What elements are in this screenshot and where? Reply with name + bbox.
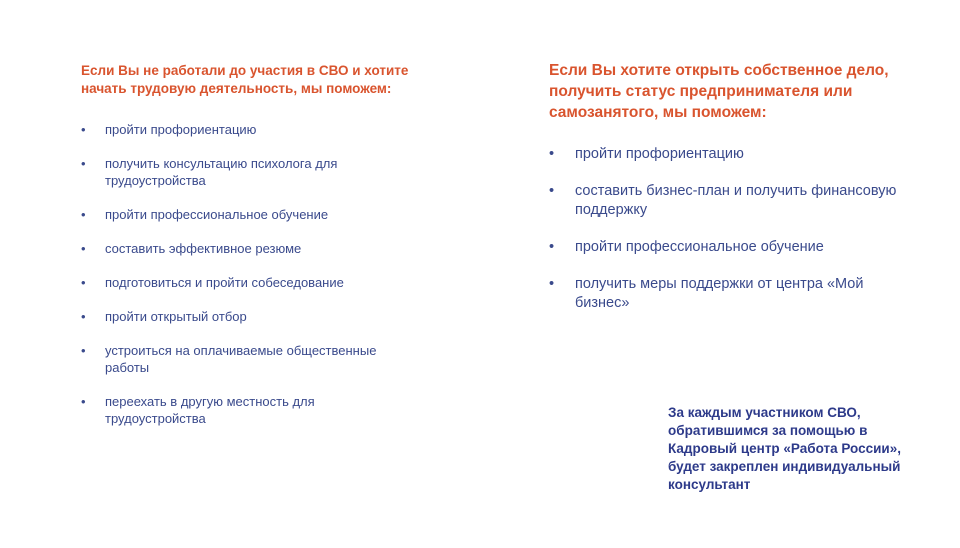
list-item (549, 182, 919, 220)
list-item (549, 145, 919, 164)
list-item (81, 206, 411, 223)
list-item-text: пройти открытый отбор (105, 309, 247, 324)
list-item (81, 393, 411, 427)
left-list (81, 121, 411, 427)
list-item-text: пройти профессиональное обучение (105, 207, 329, 222)
list-item-text: пройти профориентацию (105, 122, 257, 137)
bullet-icon: • (81, 156, 86, 171)
list-item (81, 155, 411, 189)
bullet-icon: • (81, 241, 86, 256)
right-heading: Если Вы хотите открыть собственное дело, получить статус предпринимателя или самозанятого, мы поможем: (549, 62, 889, 121)
list-item (81, 342, 411, 376)
left-heading: Если Вы не работали до участия в СВО и хотите начать трудовую деятельность, мы поможем: (81, 63, 409, 96)
list-item-text: устроиться на оплачиваемые общественные работы (105, 343, 377, 375)
bullet-icon: • (81, 275, 86, 290)
list-item-text: составить бизнес-план и получить финансовую поддержку (575, 183, 897, 218)
right-list (549, 145, 919, 313)
right-column (549, 60, 919, 331)
list-item-text: пройти профессиональное обучение (575, 239, 824, 255)
bullet-icon: • (81, 122, 86, 137)
bullet-icon: • (81, 394, 86, 409)
bullet-icon: • (81, 309, 86, 324)
bullet-icon: • (549, 239, 555, 255)
list-item (81, 240, 411, 257)
list-item (81, 121, 411, 138)
list-item-text: пройти профориентацию (575, 146, 744, 162)
list-item-text: получить консультацию психолога для трудоустройства (105, 156, 338, 188)
list-item-text: составить эффективное резюме (105, 241, 302, 256)
bullet-icon: • (81, 207, 86, 222)
list-item (81, 308, 411, 325)
list-item-text: получить меры поддержки от центра «Мой бизнес» (575, 276, 864, 311)
left-column (81, 62, 411, 444)
consultant-note: За каждым участником СВО, обратившимся за помощью в Кадровый центр «Работа России», будет закреплен индивидуальный консультант (668, 405, 901, 492)
list-item-text: переехать в другую местность для трудоустройства (105, 394, 315, 426)
bullet-icon: • (549, 183, 555, 199)
list-item (549, 238, 919, 257)
bullet-icon: • (549, 146, 555, 162)
bullet-icon: • (81, 343, 86, 358)
bullet-icon: • (549, 276, 555, 292)
list-item (81, 274, 411, 291)
list-item-text: подготовиться и пройти собеседование (105, 275, 344, 290)
list-item (549, 275, 919, 313)
